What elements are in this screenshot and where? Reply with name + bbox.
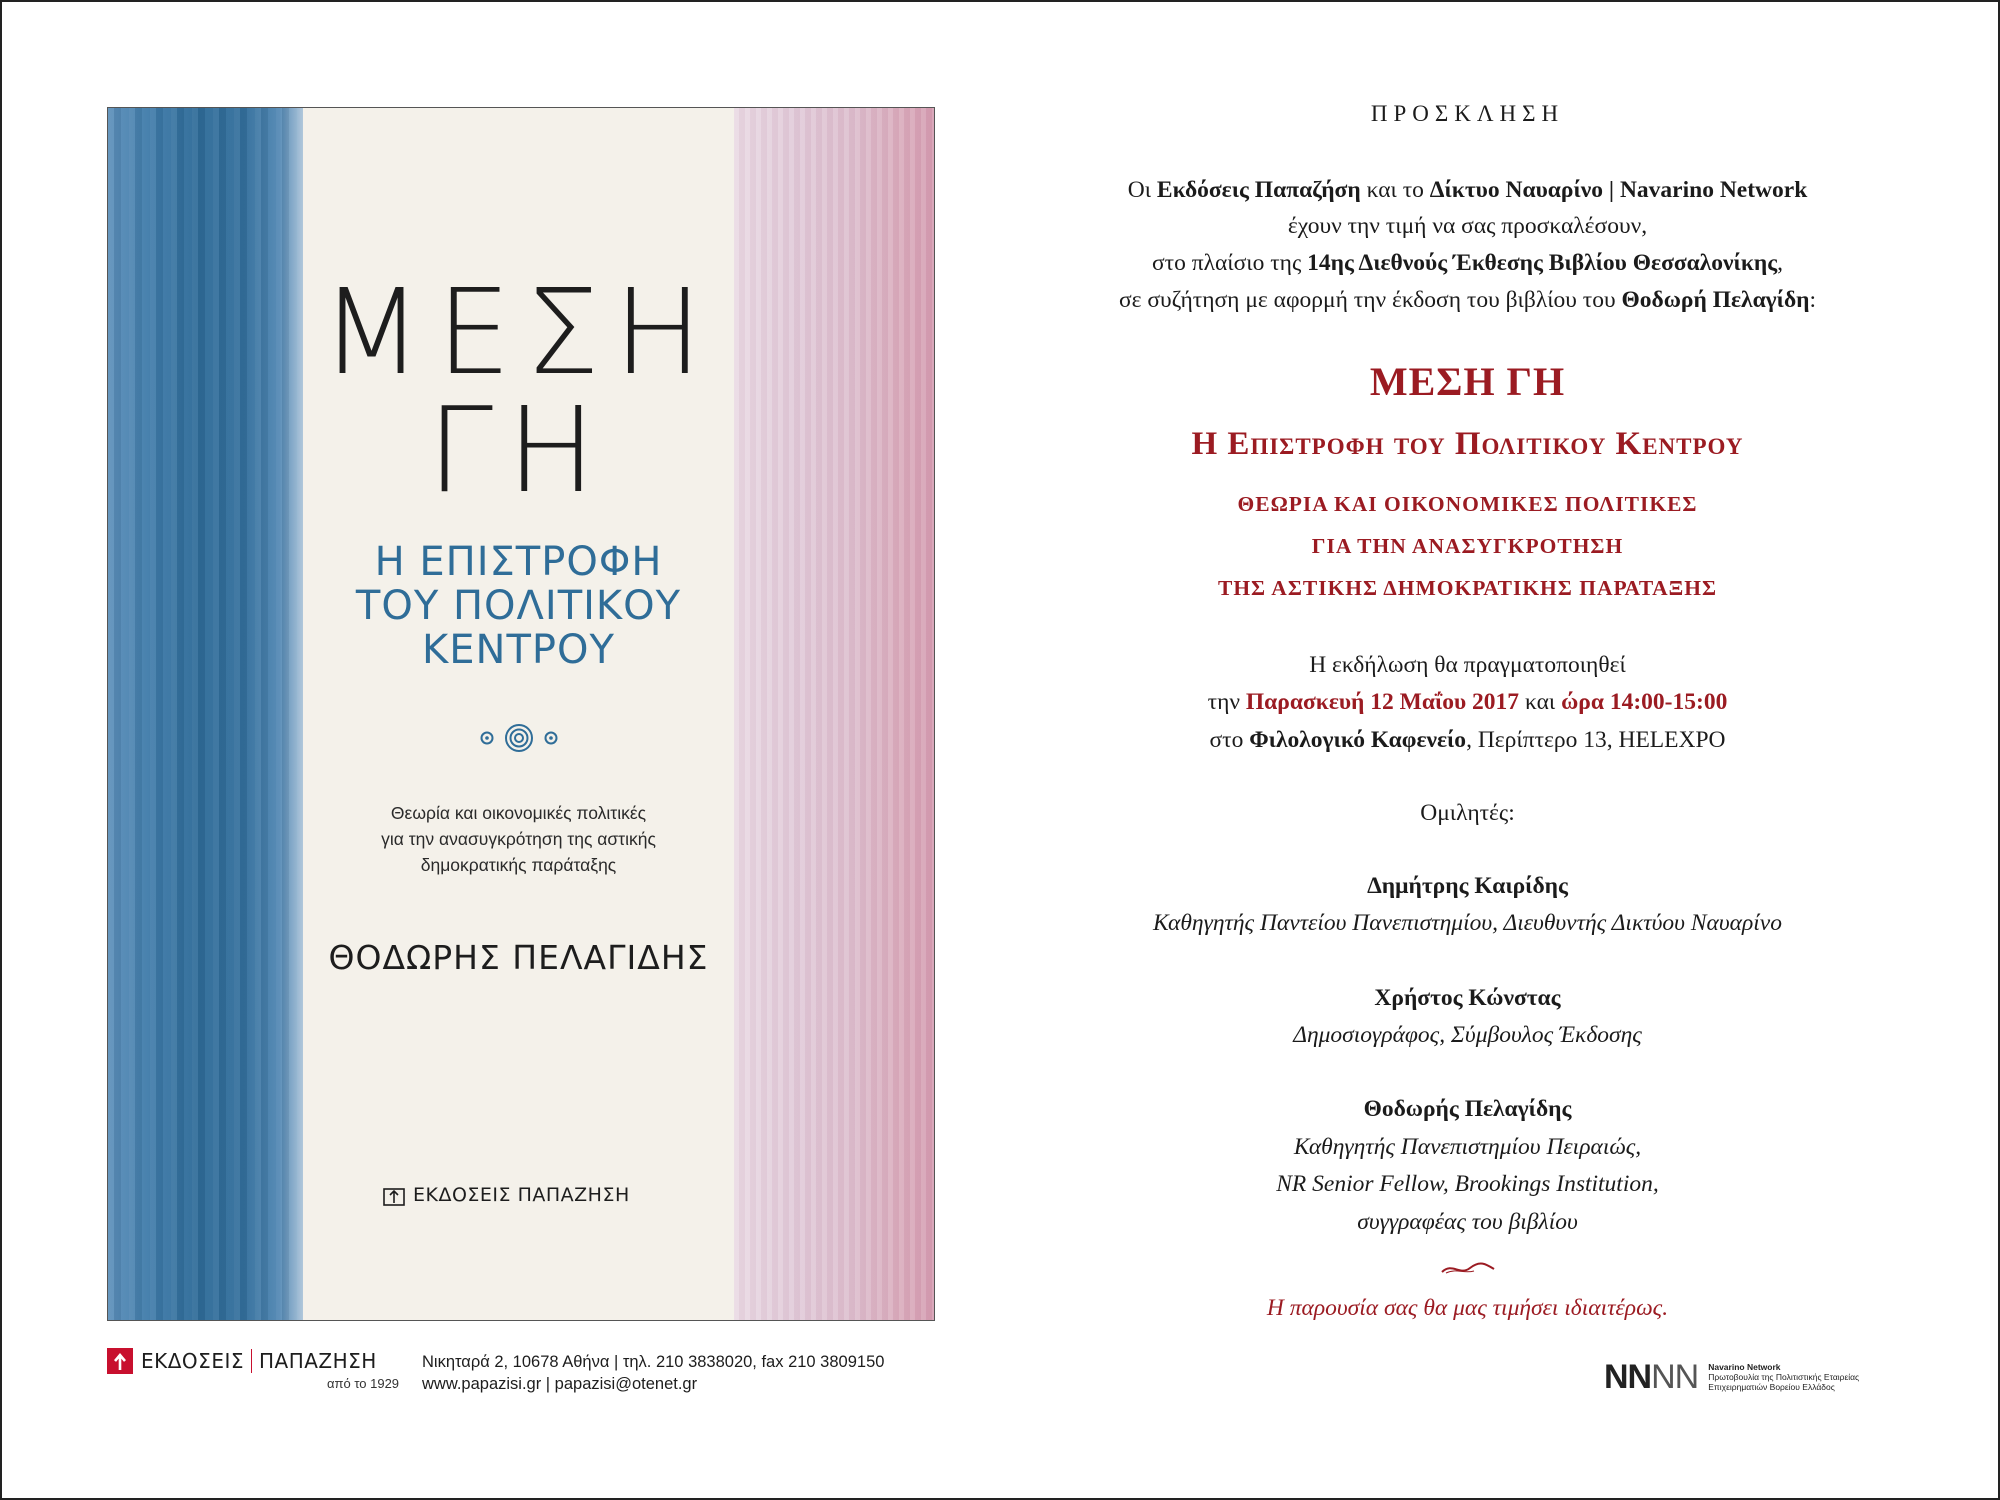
speaker-role: Καθηγητής Πανεπιστημίου Πειραιώς, xyxy=(1293,1134,1642,1160)
cover-title-line2: ΓΗ xyxy=(427,381,610,519)
cover-subtitle-line2: ΤΟΥ ΠΟΛΙΤΙΚΟΥ xyxy=(355,583,682,629)
speaker-role: συγγραφέας του βιβλίου xyxy=(1357,1209,1578,1235)
speaker-role: Δημοσιογράφος, Σύμβουλος Έκδοσης xyxy=(1293,1022,1642,1048)
book-description-line1: ΘΕΩΡΙΑ ΚΑΙ ΟΙΚΟΝΟΜΙΚΕΣ ΠΟΛΙΤΙΚΕΣ xyxy=(1237,492,1698,516)
pink-brushstroke xyxy=(734,108,934,1320)
cover-subtitle-line3: ΚΕΝΤΡΟΥ xyxy=(422,627,615,673)
invitation-line1: Οι Εκδόσεις Παπαζήση και το Δίκτυο Ναυαρίνο | Navarino Network xyxy=(1127,177,1808,203)
invitation-line3: στο πλαίσιο της 14ης Διεθνούς Έκθεσης Βιβλίου Θεσσαλονίκης, xyxy=(1151,250,1784,276)
event-line1: Η εκδήλωση θα πραγματοποιηθεί xyxy=(1309,652,1626,678)
blue-brushstroke xyxy=(108,108,303,1320)
speaker-name: Δημήτρης Καιρίδης xyxy=(1367,873,1568,899)
invitation-line2: έχουν την τιμή να σας προσκαλέσουν, xyxy=(1287,213,1648,239)
navarino-network-logo xyxy=(1604,1360,1859,1394)
navarino-tagline1: Πρωτοβουλία της Πολιτιστικής Εταιρείας xyxy=(1708,1372,1860,1382)
publisher-logo xyxy=(107,1348,377,1374)
book-description-line2: ΓΙΑ ΤΗΝ ΑΝΑΣΥΓΚΡΟΤΗΣΗ xyxy=(1311,534,1624,558)
publisher-web-email: www.papazisi.gr | papazisi@otenet.gr xyxy=(422,1375,698,1393)
publisher-name-left: ΕΚΔΟΣΕΙΣ xyxy=(141,1349,244,1373)
closing-line: Η παρουσία σας θα μας τιμήσει ιδιαιτέρως. xyxy=(1266,1295,1669,1321)
navarino-name: Navarino Network xyxy=(1708,1362,1781,1372)
speaker-role: Καθηγητής Παντείου Πανεπιστημίου, Διευθυντής Δικτύου Ναυαρίνο xyxy=(1153,910,1782,936)
speaker-role: NR Senior Fellow, Brookings Institution, xyxy=(1276,1171,1659,1197)
cover-subtitle-line1: Η ΕΠΙΣΤΡΟΦΗ xyxy=(374,539,663,585)
book-subtitle: Η Επιστροφη του Πολιτικου Κεντρου xyxy=(1191,426,1744,462)
speaker-name: Χρήστος Κώνστας xyxy=(1374,985,1561,1011)
house-arrow-icon xyxy=(383,1184,405,1206)
arrow-up-icon xyxy=(107,1348,133,1374)
event-date-time: την Παρασκευή 12 Μαΐου 2017 και ώρα 14:00-15:00 xyxy=(1207,689,1728,715)
publisher-divider xyxy=(251,1349,252,1373)
speaker-name: Θοδωρής Πελαγίδης xyxy=(1363,1096,1572,1122)
cover-title-line1: ΜΕΣΗ xyxy=(320,263,717,401)
cover-publisher xyxy=(383,1182,630,1208)
concentric-circles-ornament-icon xyxy=(478,723,560,753)
book-title: ΜΕΣΗ ΓΗ xyxy=(1369,359,1566,404)
cover-author: ΘΟΔΩΡΗΣ ΠΕΛΑΓΙΔΗΣ xyxy=(328,938,709,977)
invitation-heading: ΠΡΟΣΚΛΗΣΗ xyxy=(1370,101,1565,126)
invitation-line4: σε συζήτηση με αφορμή την έκδοση του βιβλίου του Θοδωρή Πελαγίδη: xyxy=(1118,287,1817,313)
navarino-tagline2: Επιχειρηματιών Βορείου Ελλάδος xyxy=(1708,1382,1835,1392)
publisher-name-right: ΠΑΠΑΖΗΣΗ xyxy=(258,1349,377,1373)
book-description-line3: ΤΗΣ ΑΣΤΙΚΗΣ ΔΗΜΟΚΡΑΤΙΚΗΣ ΠΑΡΑΤΑΞΗΣ xyxy=(1217,576,1717,600)
speakers-heading: Ομιλητές: xyxy=(1420,800,1515,826)
flourish-ornament-icon xyxy=(1438,1260,1498,1278)
navarino-logo-mark: NNNN xyxy=(1604,1358,1699,1396)
book-cover xyxy=(107,107,935,1321)
publisher-address: Νικηταρά 2, 10678 Αθήνα | τηλ. 210 3838020, fax 210 3809150 xyxy=(422,1353,885,1371)
cover-description-line2: για την ανασυγκρότηση της αστικής xyxy=(381,829,656,849)
cover-publisher-label: ΕΚΔΟΣΕΙΣ ΠΑΠΑΖΗΣΗ xyxy=(413,1184,630,1206)
event-venue: στο Φιλολογικό Καφενείο, Περίπτερο 13, HELEXPO xyxy=(1209,727,1726,753)
cover-description-line3: δημοκρατικής παράταξης xyxy=(420,855,617,875)
cover-description-line1: Θεωρία και οικονομικές πολιτικές xyxy=(390,803,647,823)
publisher-since: από το 1929 xyxy=(327,1376,400,1391)
